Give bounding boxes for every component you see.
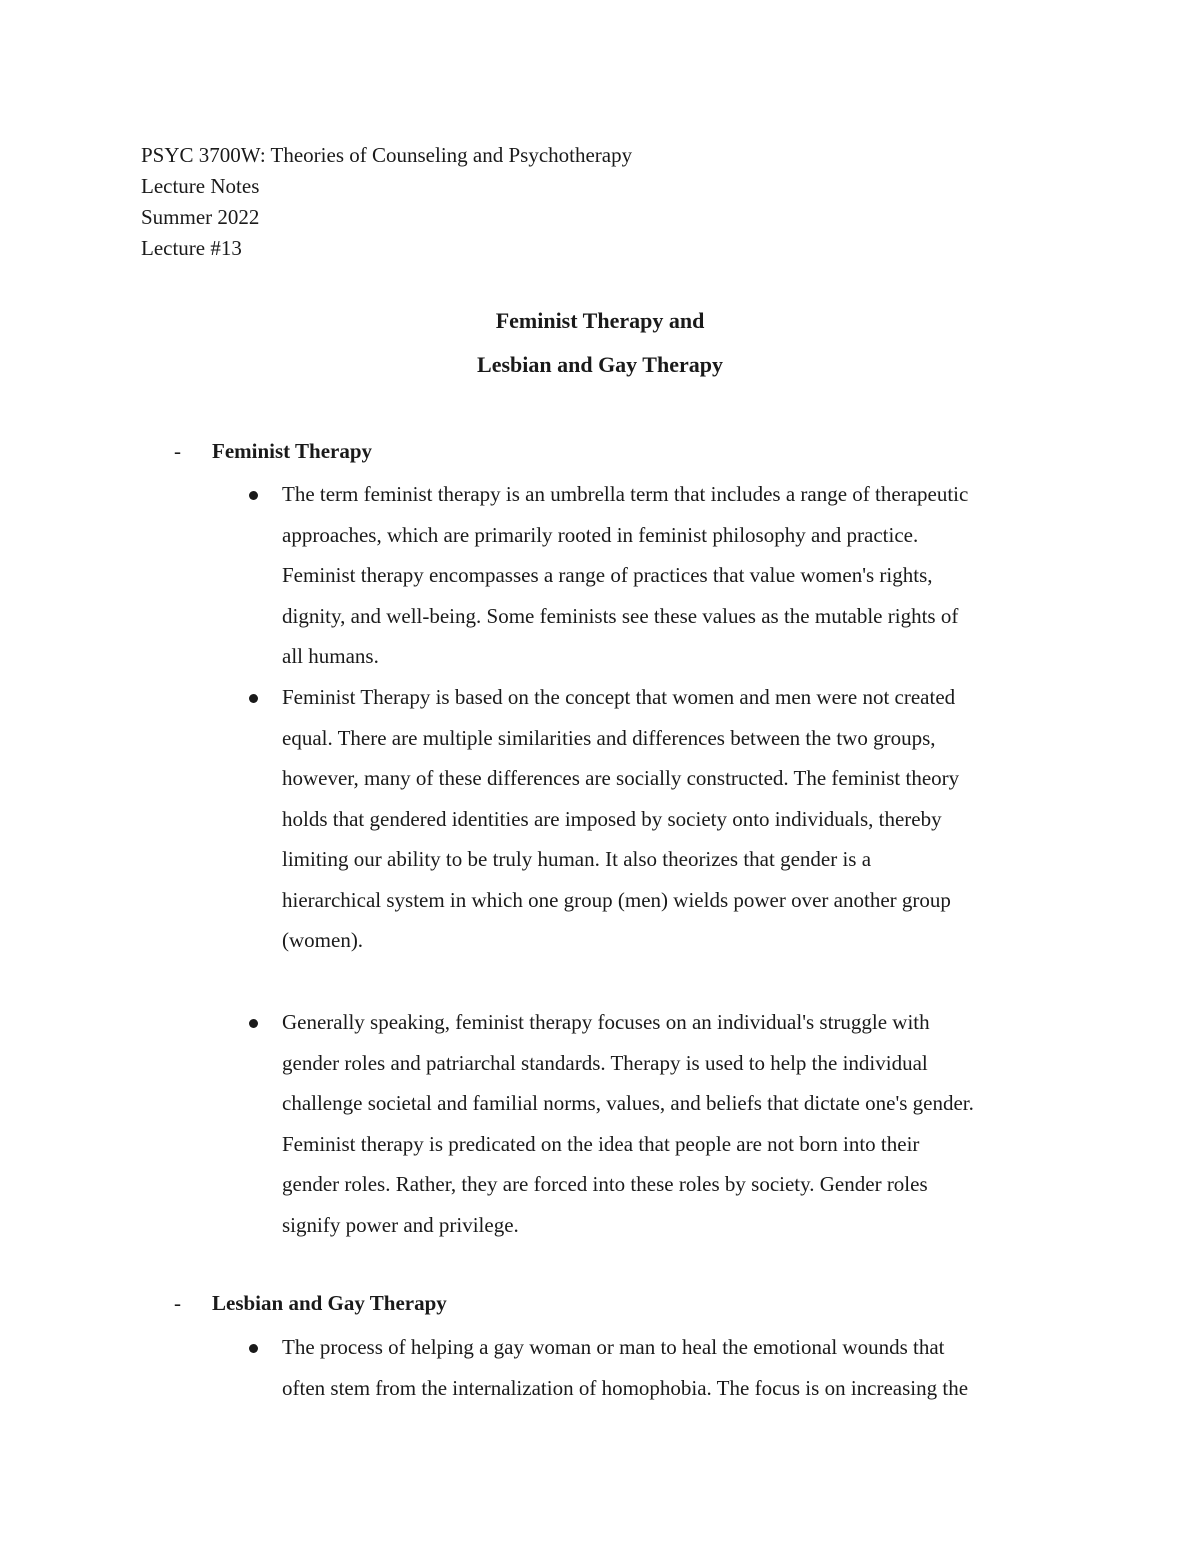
bullet-dot-icon (249, 694, 258, 703)
term-label: Summer 2022 (141, 205, 260, 229)
section-heading-text: Lesbian and Gay Therapy (212, 1291, 447, 1315)
bullet-line: Feminist Therapy is based on the concept that women and men were not created (282, 685, 956, 709)
bullet-line: all humans. (282, 644, 379, 668)
notes-label: Lecture Notes (141, 174, 260, 198)
page-title-line-2: Lesbian and Gay Therapy (477, 352, 723, 377)
document-header (141, 140, 632, 264)
section-heading-feminist-therapy (174, 439, 372, 464)
bullet-line: The process of helping a gay woman or man to heal the emotional wounds that (282, 1335, 945, 1359)
list-item (282, 1327, 1072, 1408)
bullet-line: gender roles and patriarchal standards. Therapy is used to help the individual (282, 1050, 928, 1075)
bullet-line: signify power and privilege. (282, 1212, 519, 1237)
bullet-line: limiting our ability to be truly human. It also theorizes that gender is a (282, 847, 872, 871)
bullet-line: Feminist therapy encompasses a range of practices that value women's rights, (282, 563, 933, 587)
list-item (282, 677, 1072, 961)
bullet-line: often stem from the internalization of homophobia. The focus is on increasing the (282, 1375, 969, 1400)
bullet-line: The term feminist therapy is an umbrella term that includes a range of therapeutic (282, 482, 969, 506)
bullet-dot-icon (249, 1344, 258, 1353)
dash-marker: - (174, 1291, 181, 1315)
bullet-line: holds that gendered identities are imposed by society onto individuals, thereby (282, 806, 942, 831)
bullet-line: (women). (282, 928, 364, 952)
section-heading-lesbian-gay-therapy (174, 1291, 447, 1316)
bullet-line: hierarchical system in which one group (men) wields power over another group (282, 887, 951, 912)
lecture-number: Lecture #13 (141, 236, 242, 260)
section-heading-text: Feminist Therapy (212, 439, 373, 463)
list-item (282, 1002, 1072, 1245)
bullet-line: equal. There are multiple similarities and differences between the two groups, (282, 725, 936, 750)
bullet-line: however, many of these differences are socially constructed. The feminist theory (282, 766, 960, 790)
bullet-line: challenge societal and familial norms, values, and beliefs that dictate one's gender. (282, 1091, 974, 1115)
bullet-dot-icon (249, 491, 258, 500)
bullet-line: gender roles. Rather, they are forced into these roles by society. Gender roles (282, 1172, 928, 1196)
bullet-dot-icon (249, 1019, 258, 1028)
dash-marker: - (174, 439, 181, 463)
bullet-line: approaches, which are primarily rooted in feminist philosophy and practice. (282, 522, 919, 547)
bullet-line: dignity, and well-being. Some feminists see these values as the mutable rights of (282, 603, 959, 628)
list-item (282, 474, 1072, 677)
bullet-line: Feminist therapy is predicated on the idea that people are not born into their (282, 1131, 920, 1156)
bullet-line: Generally speaking, feminist therapy focuses on an individual's struggle with (282, 1010, 930, 1034)
page-title-line-1: Feminist Therapy and (495, 308, 705, 333)
course-title: PSYC 3700W: Theories of Counseling and Psychotherapy (141, 143, 633, 167)
